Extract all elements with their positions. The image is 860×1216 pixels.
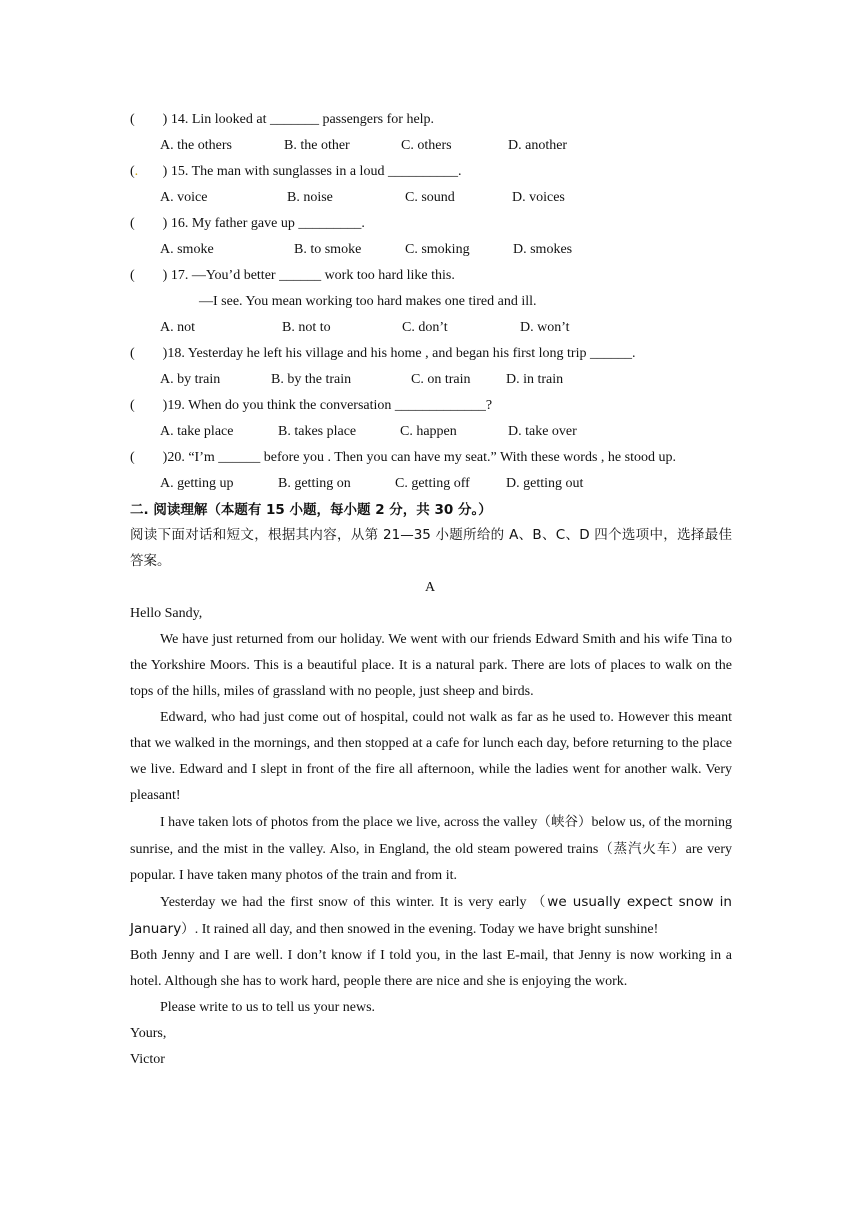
q17-option-b: B. not to [282, 320, 331, 335]
question-14-stem: ( ) 14. Lin looked at _______ passengers for help. [130, 112, 435, 127]
q14-option-b: B. the other [284, 138, 350, 153]
question-20-stem: ( )20. “I’m ______ before you . Then you can have my seat.” With these words , he stood up. [130, 450, 676, 465]
question-16-stem: ( ) 16. My father gave up _________. [130, 216, 365, 231]
q17-option-a: A. not [160, 320, 195, 335]
question-17-stem: ( ) 17. —You’d better ______ work too hard like this. [130, 268, 455, 283]
q20-option-d: D. getting out [506, 476, 584, 491]
q18-option-c: C. on train [411, 372, 471, 387]
q18-option-a: A. by train [160, 372, 221, 387]
question-18-stem: ( )18. Yesterday he left his village and his home , and began his first long trip ______. [130, 346, 636, 361]
q15-option-c: C. sound [405, 190, 455, 205]
question-15-stem: (. ) 15. The man with sunglasses in a loud __________. [130, 164, 462, 179]
q20-option-b: B. getting on [278, 476, 351, 491]
letter-closing: Yours, [130, 1026, 167, 1041]
question-17-reply: —I see. You mean working too hard makes one tired and ill. [199, 294, 537, 309]
q16-option-c: C. smoking [405, 242, 470, 257]
q20-option-c: C. getting off [395, 476, 470, 491]
q19-option-b: B. takes place [278, 424, 357, 439]
q17-option-c: C. don’t [402, 320, 448, 335]
q14-option-c: C. others [401, 138, 452, 153]
letter-paragraph-4: Yesterday we had the first snow of this winter. It is very early （we usually expect snow in January）. It rained all day, and then snowed in the evening. Today we have bright sunshine! [130, 894, 732, 937]
highlight-mark: . [134, 164, 139, 179]
q17-option-d: D. won’t [520, 320, 570, 335]
q15-option-a: A. voice [160, 190, 208, 205]
letter-paragraph-6: Please write to us to tell us your news. [160, 1000, 376, 1015]
q19-option-a: A. take place [160, 424, 234, 439]
q14-option-a: A. the others [160, 138, 232, 153]
q20-option-a: A. getting up [160, 476, 234, 491]
q16-option-b: B. to smoke [294, 242, 362, 257]
q19-option-c: C. happen [400, 424, 457, 439]
q15-option-d: D. voices [512, 190, 565, 205]
q16-option-a: A. smoke [160, 242, 214, 257]
q18-option-b: B. by the train [271, 372, 352, 387]
q16-option-d: D. smokes [513, 242, 573, 257]
q19-option-d: D. take over [508, 424, 577, 439]
section-instruction: 阅读下面对话和短文，根据其内容，从第 21—35 小题所给的 A、B、C、D 四个选项中，选择最佳答案。 [130, 527, 732, 569]
letter-body [130, 601, 732, 1073]
letter-paragraph-1: We have just returned from our holiday. We went with our friends Edward Smith and his wife Tina to the Yorkshire Moors. This is a beautiful place. It is a natural park. There are lots of places to walk on the tops of the hills, miles of grassland with no people, just sheep and birds. [130, 632, 732, 699]
letter-signature: Victor [130, 1052, 165, 1067]
passage-label: A [424, 580, 436, 595]
section-heading: 二. 阅读理解（本题有 15 小题，每小题 2 分，共 30 分。） [130, 502, 492, 518]
letter-paragraph-2: Edward, who had just come out of hospital, could not walk as far as he used to. However this meant that we walked in the mornings, and then stopped at a cafe for lunch each day, before returning to the place we live. Edward and I slept in front of the fire all afternoon, while the ladies went for another walk. Very pleasant! [130, 710, 732, 803]
question-19-stem: ( )19. When do you think the conversation _____________? [130, 398, 493, 413]
q14-option-d: D. another [508, 138, 568, 153]
letter-greeting: Hello Sandy, [130, 606, 203, 621]
letter-paragraph-3: I have taken lots of photos from the place we live, across the valley（峡谷）below us, of the morning sunrise, and the mist in the valley. Also, in England, the old steam powered trains（蒸汽火车）are very popular. I have taken many photos of the train and from it. [130, 814, 733, 883]
q18-option-d: D. in train [506, 372, 564, 387]
letter-paragraph-5: Both Jenny and I are well. I don’t know if I told you, in the last E-mail, that Jenny is now working in a hotel. Although she has to work hard, people there are nice and she is enjoying the work. [130, 948, 732, 989]
q15-option-b: B. noise [287, 190, 333, 205]
